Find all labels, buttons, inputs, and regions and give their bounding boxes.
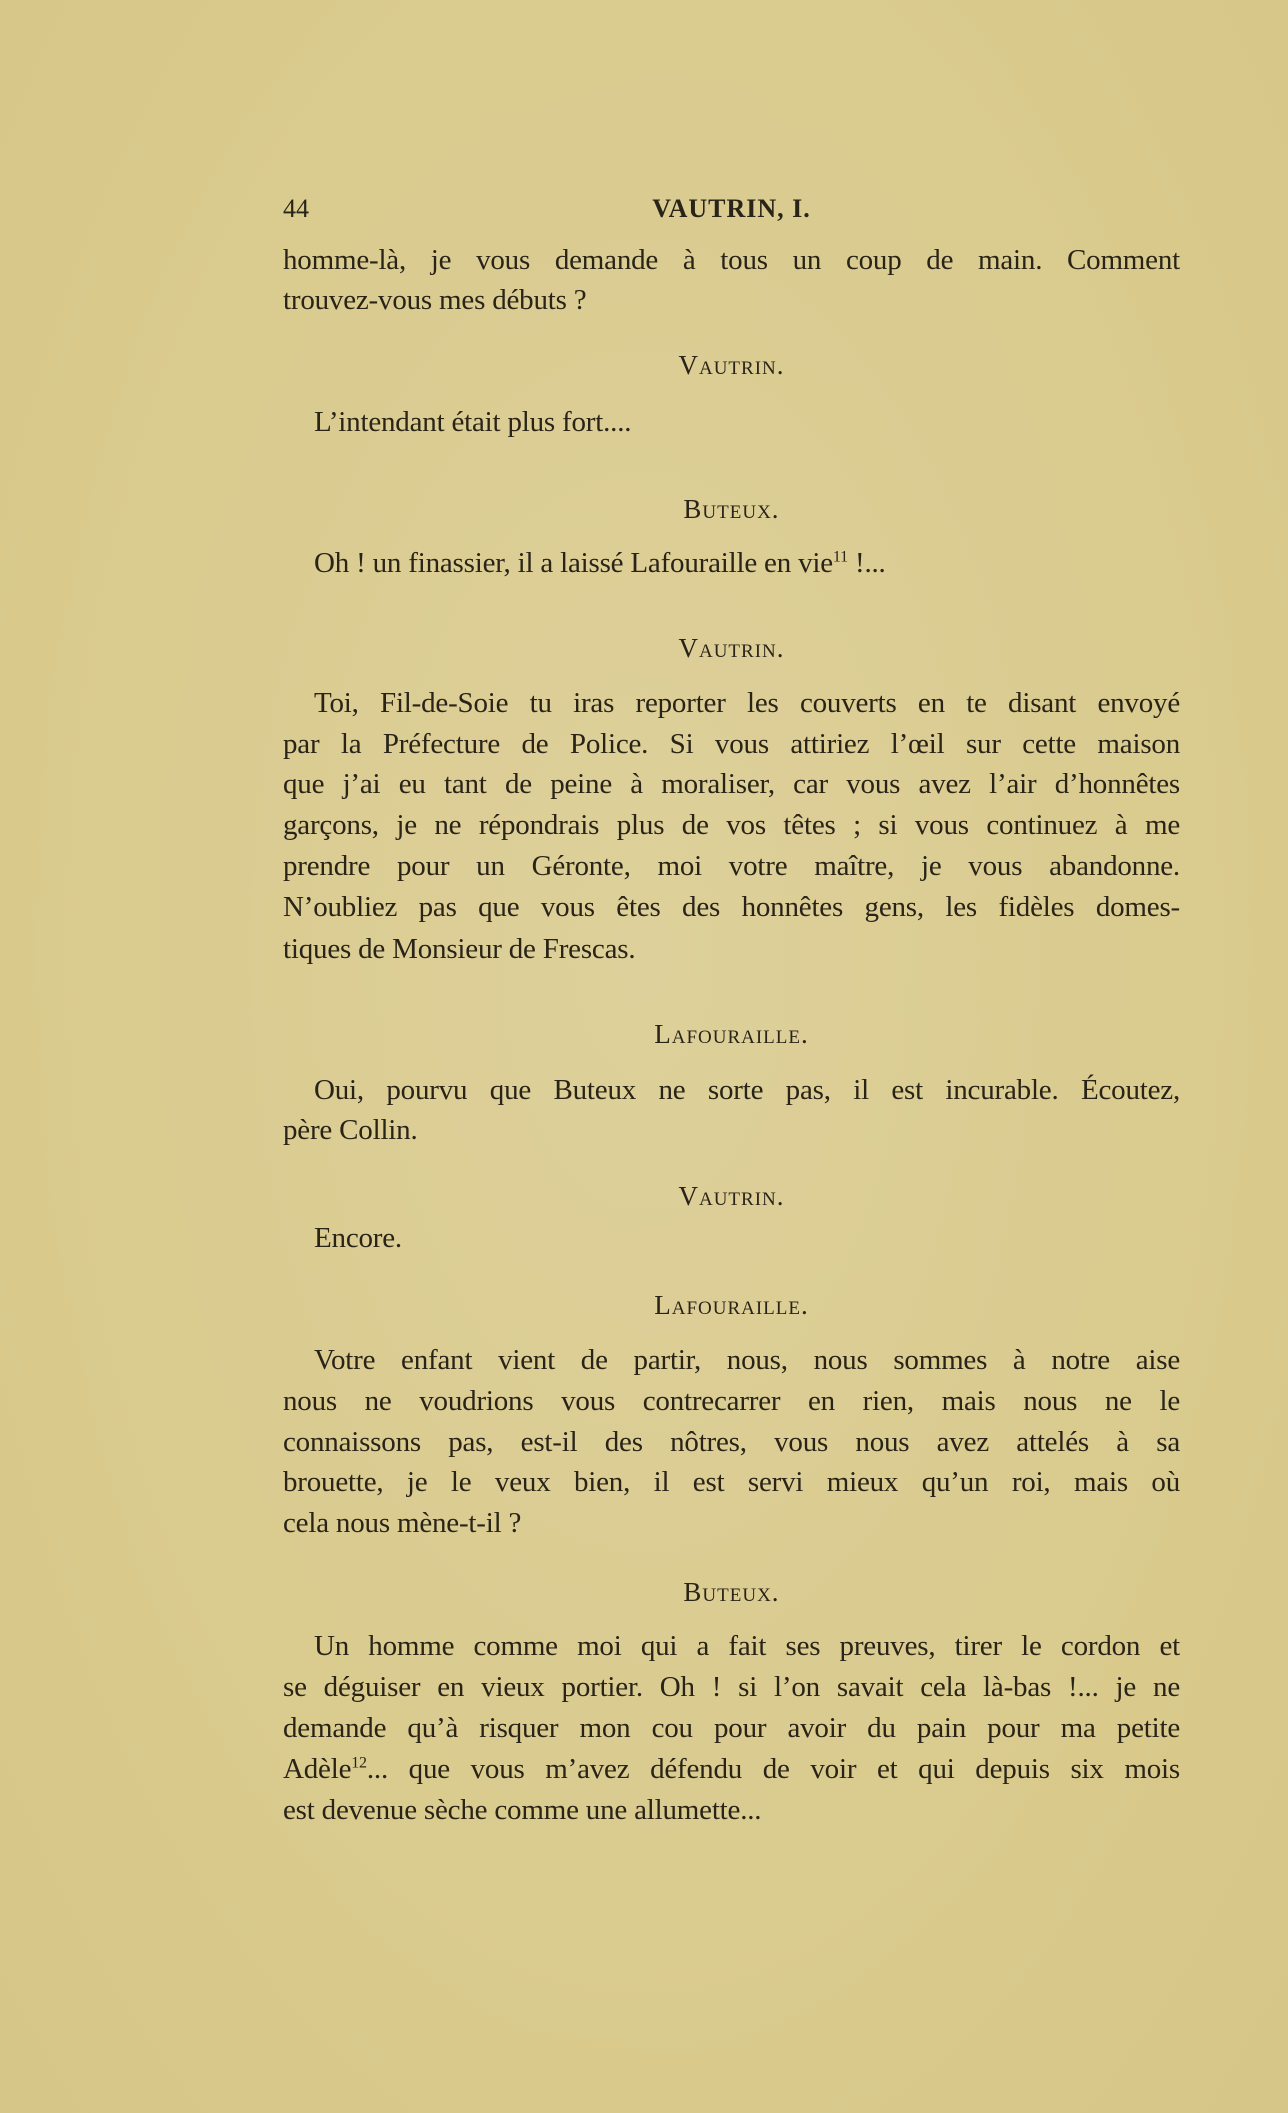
text-line: demande qu’à risquer mon cou pour avoir du pain pour ma petite xyxy=(283,1712,1180,1744)
text-line: Un homme comme moi qui a fait ses preuves, tirer le cordon et xyxy=(314,1630,1180,1662)
footnote-ref[interactable]: 11 xyxy=(832,548,848,566)
text-line: cela nous mène-t-il ? xyxy=(283,1507,522,1539)
text-line: Encore. xyxy=(314,1222,402,1254)
text: Adèle xyxy=(283,1753,352,1785)
text-line: tiques de Monsieur de Frescas. xyxy=(283,933,636,965)
text-line: prendre pour un Géronte, moi votre maître, je vous abandonne. xyxy=(283,850,1180,882)
text-line: par la Préfecture de Police. Si vous attiriez l’œil sur cette maison xyxy=(283,728,1180,760)
speaker-name: Lafouraille. xyxy=(654,1019,809,1049)
speaker-name: Buteux. xyxy=(683,494,780,524)
text-line: homme-là, je vous demande à tous un coup de main. Comment xyxy=(283,244,1180,276)
footnote-ref[interactable]: 12 xyxy=(351,1754,367,1772)
text-line: Oui, pourvu que Buteux ne sorte pas, il est incurable. Écoutez, xyxy=(314,1074,1180,1106)
text-line: N’oubliez pas que vous êtes des honnêtes gens, les fidèles domes- xyxy=(283,891,1180,923)
speaker-name: Lafouraille. xyxy=(654,1290,809,1320)
running-title: VAUTRIN, I. xyxy=(652,194,811,223)
speaker-name: Vautrin. xyxy=(678,350,785,380)
text: Oh ! un finassier, il a laissé Lafouraille en vie xyxy=(314,547,833,579)
text-line: est devenue sèche comme une allumette... xyxy=(283,1794,762,1826)
text-line: père Collin. xyxy=(283,1114,418,1146)
text-line xyxy=(314,543,1180,583)
speaker-name: Buteux. xyxy=(683,1577,780,1607)
text-line: nous ne voudrions vous contrecarrer en rien, mais nous ne le xyxy=(283,1385,1180,1417)
text-line: se déguiser en vieux portier. Oh ! si l’on savait cela là-bas !... je ne xyxy=(283,1671,1180,1703)
text-line: brouette, je le veux bien, il est servi mieux qu’un roi, mais où xyxy=(283,1466,1180,1498)
page-number: 44 xyxy=(283,194,309,223)
text-line: connaissons pas, est-il des nôtres, vous nous avez attelés à sa xyxy=(283,1426,1180,1458)
text-line: trouvez-vous mes débuts ? xyxy=(283,284,587,316)
text-line: que j’ai eu tant de peine à moraliser, car vous avez l’air d’honnêtes xyxy=(283,768,1180,800)
speaker-name: Vautrin. xyxy=(678,633,785,663)
text-line: garçons, je ne répondrais plus de vos têtes ; si vous continuez à me xyxy=(283,809,1180,841)
text: ... que vous m’avez défendu de voir et qui depuis six mois xyxy=(366,1753,1180,1785)
text-line: Votre enfant vient de partir, nous, nous sommes à notre aise xyxy=(314,1344,1180,1376)
text-line xyxy=(283,1749,1180,1789)
speaker-name: Vautrin. xyxy=(678,1181,785,1211)
text: !... xyxy=(847,547,886,579)
text-line: Toi, Fil-de-Soie tu iras reporter les couverts en te disant envoyé xyxy=(314,687,1180,719)
text-line: L’intendant était plus fort.... xyxy=(314,406,632,438)
